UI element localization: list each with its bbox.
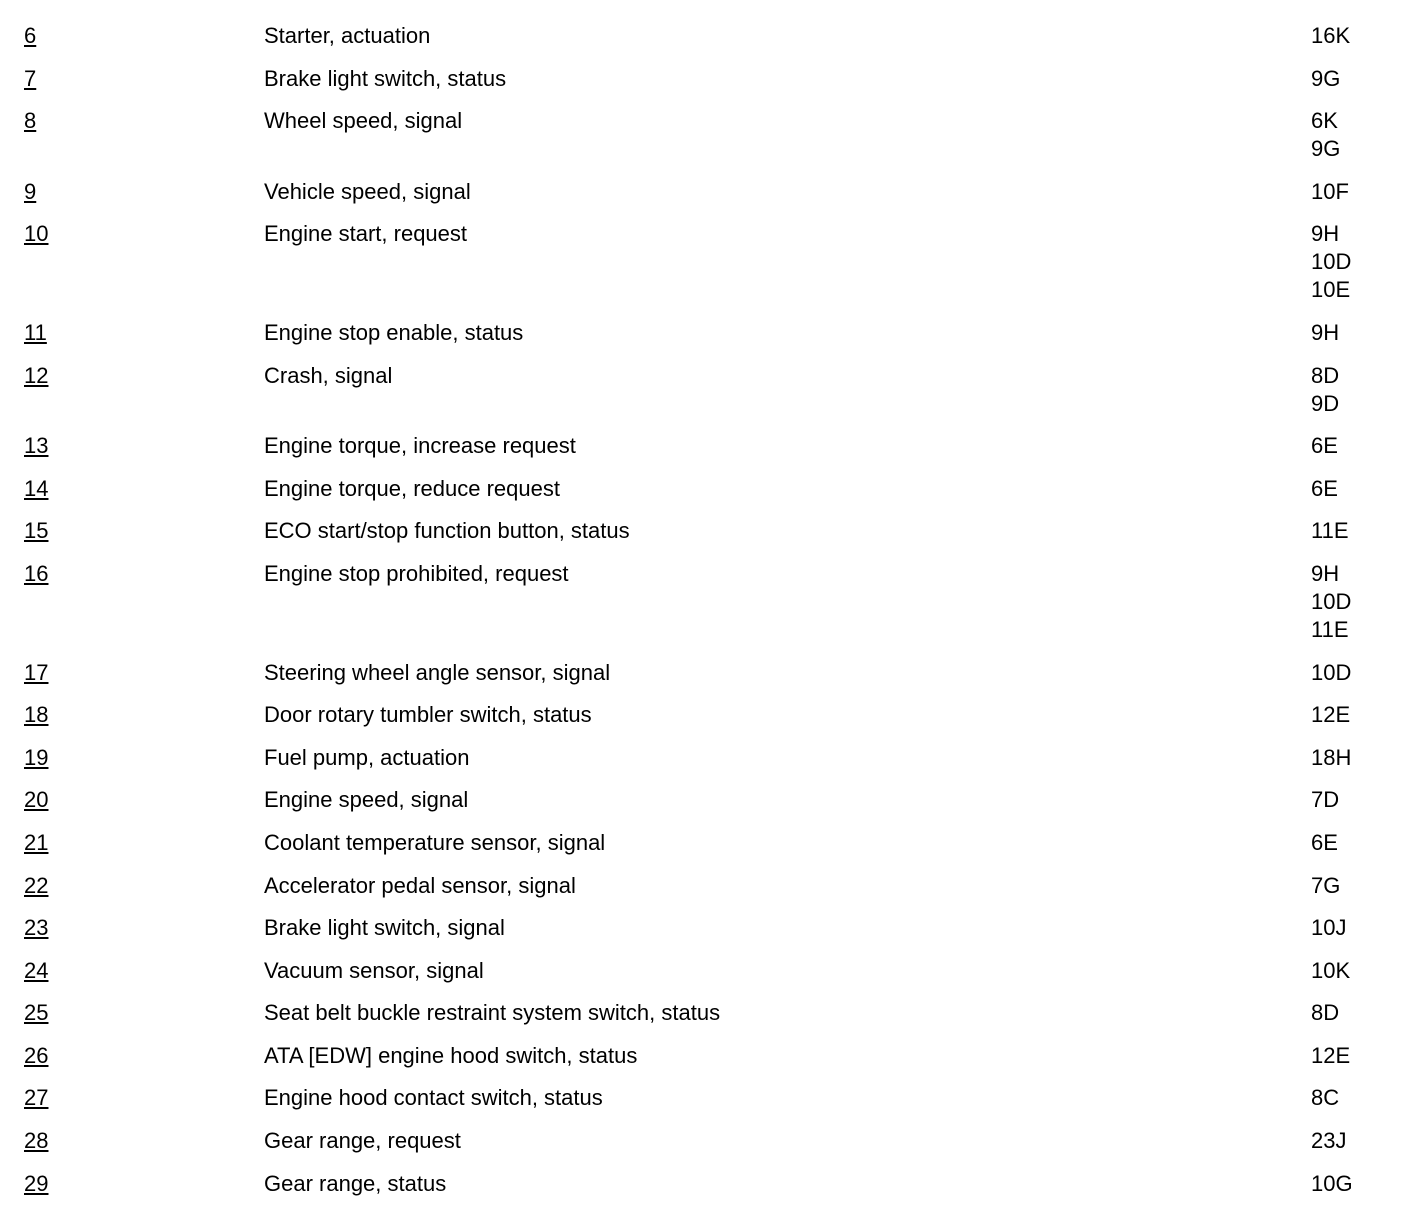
signal-number-link[interactable]: 13 [24,433,49,459]
signal-description: ECO start/stop function button, status [264,518,630,544]
signal-description: Accelerator pedal sensor, signal [264,872,576,898]
signal-description: Fuel pump, actuation [264,744,470,770]
signal-number-link[interactable]: 11 [24,319,47,345]
grid-reference-list [1311,659,1401,687]
grid-reference-list [1311,178,1401,206]
grid-reference: 11E [1311,616,1349,642]
grid-reference: 12E [1311,1042,1351,1068]
table-row [0,65,1408,108]
signal-description: Engine speed, signal [264,787,469,813]
table-row [0,1042,1408,1085]
table-row [0,786,1408,829]
grid-reference: 6K [1311,108,1338,134]
grid-reference: 10J [1311,915,1347,941]
signal-description: Engine stop enable, status [264,319,524,345]
grid-reference: 9H [1311,560,1340,586]
grid-reference-list [1311,362,1401,418]
table-row [0,107,1408,178]
grid-reference-list [1311,65,1401,93]
table-row [0,659,1408,702]
signal-number-link[interactable]: 24 [24,957,49,983]
grid-reference: 9D [1311,390,1340,416]
grid-reference-list [1311,432,1401,460]
grid-reference: 6E [1311,475,1338,501]
signal-number-link[interactable]: 29 [24,1170,49,1196]
table-row [0,1084,1408,1127]
grid-reference-list [1311,517,1401,545]
signal-number-link[interactable]: 28 [24,1128,49,1154]
grid-reference-list [1311,1042,1401,1070]
grid-reference: 12E [1311,702,1351,728]
table-row [0,22,1408,65]
table-row [0,220,1408,319]
signal-number-link[interactable]: 19 [24,744,49,770]
grid-reference: 10D [1311,588,1352,614]
grid-reference: 11E [1311,518,1349,544]
grid-reference-list [1311,107,1401,163]
table-row [0,999,1408,1042]
grid-reference-list [1311,1127,1401,1155]
grid-reference: 7D [1311,787,1340,813]
signal-description: Brake light switch, status [264,65,507,91]
grid-reference: 10D [1311,659,1352,685]
signal-number-link[interactable]: 7 [24,65,37,91]
signal-number-link[interactable]: 14 [24,475,49,501]
signal-description: Brake light switch, signal [264,915,505,941]
table-row [0,744,1408,787]
grid-reference: 8C [1311,1085,1340,1111]
grid-reference-list [1311,999,1401,1027]
signal-description: Engine stop prohibited, request [264,560,569,586]
signal-description: Gear range, status [264,1170,447,1196]
signal-description: Engine start, request [264,221,468,247]
signal-description: Engine torque, reduce request [264,475,560,501]
grid-reference: 18H [1311,744,1352,770]
grid-reference: 8D [1311,362,1340,388]
grid-reference: 23J [1311,1128,1347,1154]
grid-reference: 16K [1311,23,1351,48]
grid-reference: 9G [1311,65,1341,91]
signal-number-link[interactable]: 17 [24,659,49,685]
signal-legend-table [0,22,1408,1212]
signal-number-link[interactable]: 8 [24,108,37,134]
signal-number-link[interactable]: 12 [24,362,49,388]
table-row [0,432,1408,475]
table-row [0,475,1408,518]
grid-reference: 9H [1311,319,1340,345]
signal-number-link[interactable]: 23 [24,915,49,941]
signal-description: Steering wheel angle sensor, signal [264,659,611,685]
table-row [0,319,1408,362]
signal-number-link[interactable]: 6 [24,23,37,48]
signal-description: Seat belt buckle restraint system switch, status [264,1000,721,1026]
table-row [0,517,1408,560]
grid-reference: 10K [1311,957,1351,983]
signal-description: Engine hood contact switch, status [264,1085,603,1111]
grid-reference: 6E [1311,433,1338,459]
table-row [0,362,1408,433]
signal-number-link[interactable]: 9 [24,178,37,204]
grid-reference-list [1311,1084,1401,1112]
signal-description: Door rotary tumbler switch, status [264,702,592,728]
table-row [0,1170,1408,1213]
grid-reference: 9G [1311,136,1341,162]
grid-reference-list [1311,475,1401,503]
grid-reference: 6E [1311,829,1338,855]
table-row [0,701,1408,744]
grid-reference: 10E [1311,277,1351,303]
signal-number-link[interactable]: 25 [24,1000,49,1026]
grid-reference: 10G [1311,1170,1353,1196]
grid-reference-list [1311,319,1401,347]
signal-description: Wheel speed, signal [264,108,463,134]
signal-description: Coolant temperature sensor, signal [264,829,606,855]
table-row [0,1127,1408,1170]
signal-number-link[interactable]: 26 [24,1042,49,1068]
grid-reference-list [1311,786,1401,814]
signal-number-link[interactable]: 16 [24,560,49,586]
signal-description: ATA [EDW] engine hood switch, status [264,1042,638,1068]
signal-number-link[interactable]: 18 [24,702,49,728]
signal-description: Crash, signal [264,362,393,388]
grid-reference-list [1311,1170,1401,1198]
grid-reference-list [1311,957,1401,985]
grid-reference: 9H [1311,221,1340,247]
grid-reference-list [1311,829,1401,857]
signal-number-link[interactable]: 27 [24,1085,49,1111]
signal-description: Vehicle speed, signal [264,178,471,204]
table-row [0,914,1408,957]
table-row [0,957,1408,1000]
grid-reference-list [1311,22,1401,50]
signal-description: Vacuum sensor, signal [264,957,484,983]
signal-description: Engine torque, increase request [264,433,576,459]
grid-reference-list [1311,872,1401,900]
grid-reference-list [1311,220,1401,304]
grid-reference-list [1311,701,1401,729]
signal-number-link[interactable]: 15 [24,518,49,544]
table-row [0,829,1408,872]
table-row [0,178,1408,221]
signal-description: Starter, actuation [264,23,431,48]
grid-reference: 10F [1311,178,1349,204]
table-row [0,560,1408,659]
signal-number-link[interactable]: 22 [24,872,49,898]
signal-number-link[interactable]: 21 [24,829,49,855]
grid-reference: 7G [1311,872,1341,898]
table-row [0,872,1408,915]
grid-reference: 10D [1311,249,1352,275]
grid-reference: 8D [1311,1000,1340,1026]
grid-reference-list [1311,744,1401,772]
grid-reference-list [1311,560,1401,644]
signal-number-link[interactable]: 20 [24,787,49,813]
signal-number-link[interactable]: 10 [24,221,49,247]
grid-reference-list [1311,914,1401,942]
signal-description: Gear range, request [264,1128,461,1154]
